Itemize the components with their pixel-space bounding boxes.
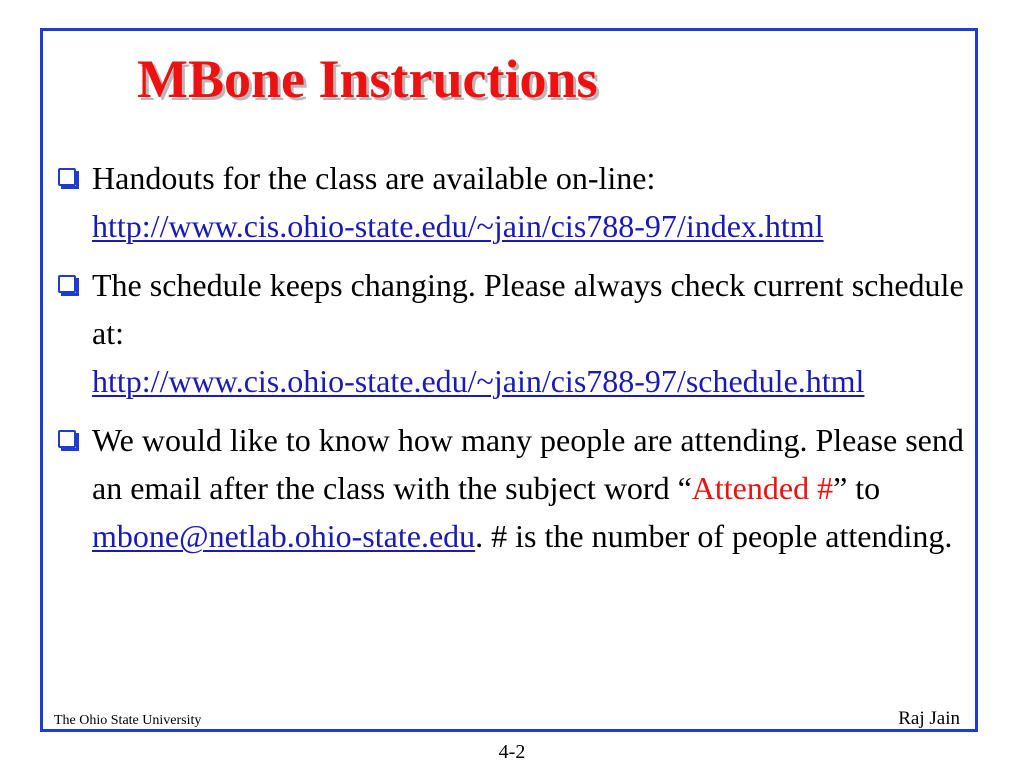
footer-university: The Ohio State University [54,713,202,728]
bullet-text-middle: ” to [833,470,881,506]
email-link[interactable]: mbone@netlab.ohio-state.edu [92,518,476,554]
square-bullet-icon [58,275,76,293]
bullet-text: Handouts for the class are available on-line: [92,160,656,196]
page-number: 4-2 [498,741,526,763]
handouts-link[interactable]: http://www.cis.ohio-state.edu/~jain/cis788-97/index.html [92,208,824,244]
bullet-item-handouts [56,154,968,250]
bullet-text: We would like to know how many people are attending. Please send an email after the class with the subject word “ [92,422,964,506]
slide-title: MBone Instructions [137,49,598,109]
attended-highlight: Attended # [691,470,834,506]
bullet-item-attendance [56,416,968,560]
footer-author: Raj Jain [898,708,960,729]
schedule-link[interactable]: http://www.cis.ohio-state.edu/~jain/cis788-97/schedule.html [92,363,865,399]
square-bullet-icon [58,168,76,186]
bullet-item-schedule [56,261,968,405]
square-bullet-icon [58,430,76,448]
bullet-text: The schedule keeps changing. Please always check current schedule at: [92,267,964,351]
bullet-text-after: . # is the number of people attending. [475,518,953,554]
bullet-list [56,154,968,571]
